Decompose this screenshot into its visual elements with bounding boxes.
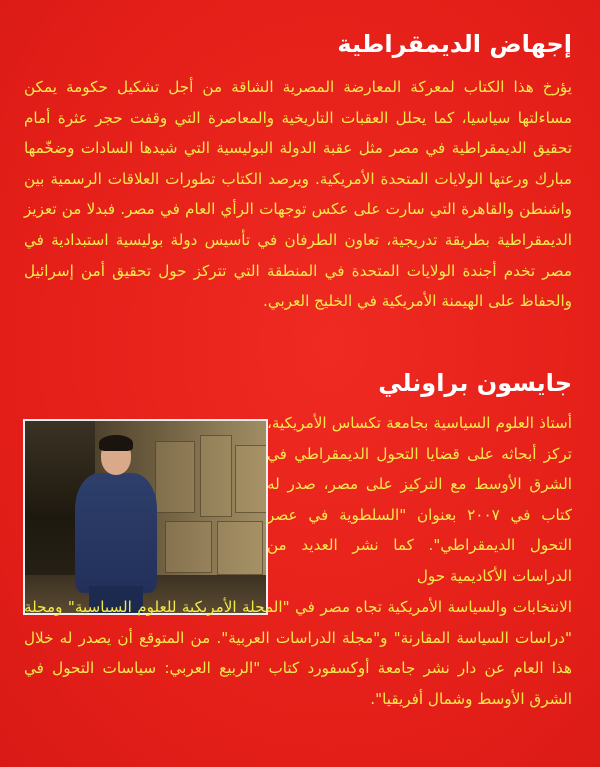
photo-relief-carving <box>155 441 195 513</box>
author-figure-hair <box>99 435 133 451</box>
book-description: يؤرخ هذا الكتاب لمعركة المعارضة المصرية الشاقة من أجل تشكيل حكومة يمكن مساءلتها سياسيا، كما يحلل العقبات التاريخية والمعاصرة التي وقفت حجر عثرة أمام تحقيق الديمقراطية في مصر مثل عقبة الدولة البوليسية التي شيدها السادات وضخّمها مبارك ورعتها الولايات المتحدة الأمريكية. ويرصد الكتاب تطورات العلاقات الرسمية بين واشنطن والقاهرة التي سارت على عكس توجهات الرأي العام في مصر. فبدلا من تعزيز الديمقراطية بطريقة تدريجية، تعاون الطرفان في تأسيس دولة بوليسية استبدادية في مصر تخدم أجندة الولايات المتحدة في المنطقة التي تتركز حول تحقيق أمن إسرائيل والحفاظ على الهيمنة الأمريكية في الخليج العربي. <box>24 78 572 311</box>
author-bio-part2: الانتخابات والسياسة الأمريكية تجاه مصر في "المجلة الأمريكية للعلوم السياسية" ومجلة "دراسات السياسة المقارنة" و"مجلة الدراسات العربية". من المتوقع أن يصدر له خلال هذا العام عن دار نشر جامعة أوكسفورد كتاب "الربيع العربي: سياسات التحول في الشرق الأوسط وشمال أفريقيا". <box>24 598 572 708</box>
photo-relief-carving <box>200 435 232 517</box>
author-bio-part1: أستاذ العلوم السياسية بجامعة تكساس الأمريكية، تركز أبحاثه على قضايا التحول الديمقراطي في الشرق الأوسط مع التركيز على مصر، صدر له كتاب في ٢٠٠٧ بعنوان "السلطوية في عصر التحول الديمقراطي". كما نشر العديد من الدراسات الأكاديمية حول <box>267 414 572 585</box>
author-photo <box>23 419 268 615</box>
photo-relief-carving <box>235 445 267 513</box>
photo-relief-carving <box>217 521 263 575</box>
author-figure-body <box>75 473 157 593</box>
author-name: جايسون براونلي <box>378 369 572 397</box>
book-title: إجهاض الديمقراطية <box>337 30 572 58</box>
photo-relief-carving <box>165 521 212 573</box>
